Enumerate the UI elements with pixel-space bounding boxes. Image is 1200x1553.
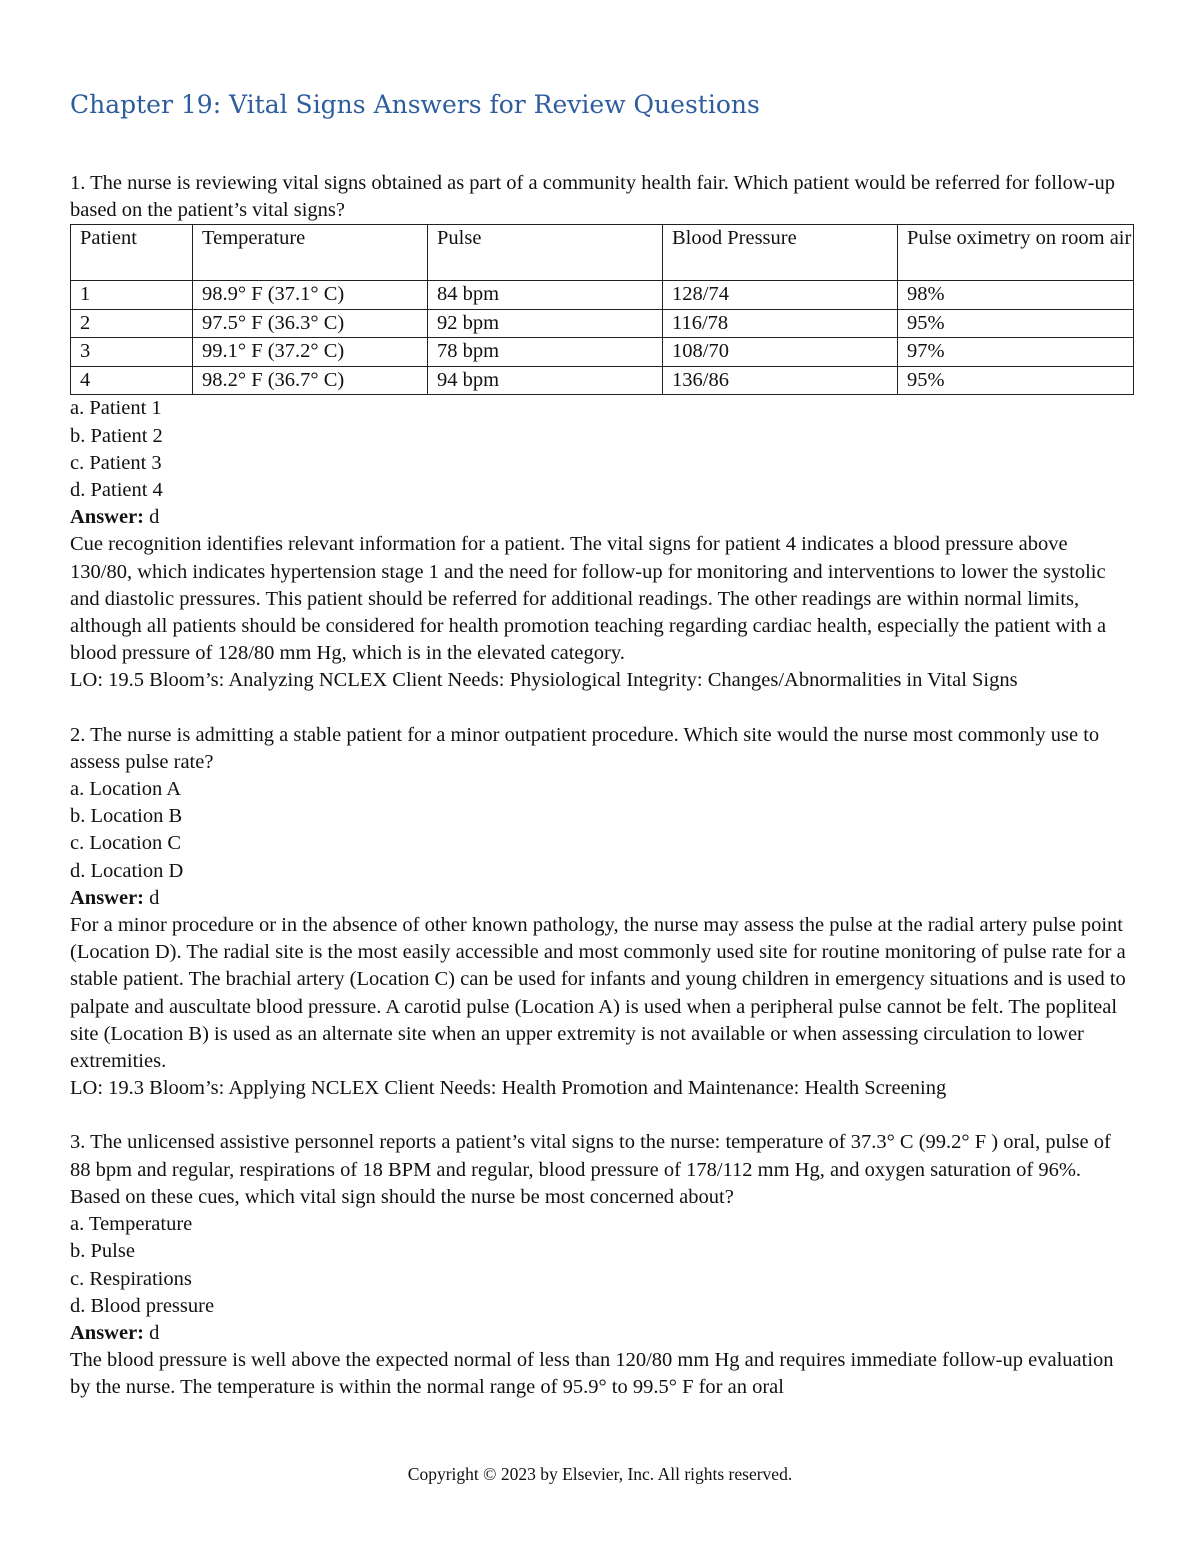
table-cell: 92 bpm — [428, 309, 663, 338]
question-3-stem: 3. The unlicensed assistive personnel reports a patient’s vital signs to the nurse: temperature of 37.3° C (99.2° F ) oral, pulse of 88 bpm and regular, respirations of 18 BPM and regular, blood pressure of 178/112 mm Hg, and oxygen saturation of 96%. Based on these cues, which vital sign should the nurse be most concerned about? — [70, 1131, 1111, 1208]
answer-option: b. Patient 2 — [70, 424, 163, 447]
rationale: For a minor procedure or in the absence of other known pathology, the nurse may assess the pulse at the radial artery pulse point (Location D). The radial site is the most easily accessible and most commonly used site for routine monitoring of pulse rate for a stable patient. The brachial artery (Location C) can be used for infants and young children in emergency situations and is used to palpate and auscultate blood pressure. A carotid pulse (Location A) is used when a peripheral pulse cannot be felt. The popliteal site (Location B) is used as an alternate site when an upper extremity is not available or when assessing circulation to lower extremities. — [70, 914, 1126, 1073]
document-page — [70, 88, 1130, 1429]
table-cell: 99.1° F (37.2° C) — [193, 338, 428, 367]
rationale: Cue recognition identifies relevant information for a patient. The vital signs for patient 4 indicates a blood pressure above 130/80, which indicates hypertension stage 1 and the need for follow-up for monitoring and interventions to lower the systolic and diastolic pressures. This patient should be referred for additional readings. The other readings are within normal limits, although all patients should be considered for health promotion teaching regarding cardiac health, especially the patient with a blood pressure of 128/80 mm Hg, which is in the elevated category. — [70, 533, 1107, 665]
answer-option: d. Location D — [70, 859, 184, 882]
table-cell: 78 bpm — [428, 338, 663, 367]
table-cell: 97% — [898, 338, 1134, 367]
page-title: Chapter 19: Vital Signs Answers for Review Questions — [70, 90, 760, 119]
table-cell: 94 bpm — [428, 366, 663, 395]
answer-option: c. Patient 3 — [70, 451, 162, 474]
answer-value: d — [144, 1321, 160, 1344]
table-header-cell: Pulse — [428, 225, 663, 281]
answer-label: Answer: — [70, 506, 145, 529]
table-cell: 98% — [898, 281, 1134, 310]
table-row — [71, 309, 1134, 338]
table-row — [71, 366, 1134, 395]
table-row — [71, 281, 1134, 310]
table-cell: 116/78 — [663, 309, 898, 338]
answer-option: d. Patient 4 — [70, 479, 163, 502]
table-header-cell: Blood Pressure — [663, 225, 898, 281]
answer-line — [70, 504, 1130, 531]
answer-option: a. Location A — [70, 778, 182, 801]
table-header-cell: Pulse oximetry on room air — [898, 225, 1134, 281]
table-cell: 128/74 — [663, 281, 898, 310]
copyright-footer: Copyright © 2023 by Elsevier, Inc. All rights reserved. — [407, 1464, 793, 1484]
question-2 — [70, 722, 1130, 1103]
table-cell: 3 — [71, 338, 193, 367]
table-cell: 84 bpm — [428, 281, 663, 310]
learning-objective: LO: 19.5 Bloom’s: Analyzing NCLEX Client Needs: Physiological Integrity: Changes/Abnormalities in Vital Signs — [70, 669, 1018, 692]
table-header-row — [71, 225, 1134, 281]
answer-option: b. Location B — [70, 805, 183, 828]
answer-option: d. Blood pressure — [70, 1294, 215, 1317]
answer-line — [70, 885, 1130, 912]
table-cell: 97.5° F (36.3° C) — [193, 309, 428, 338]
rationale: The blood pressure is well above the expected normal of less than 120/80 mm Hg and requires immediate follow-up evaluation by the nurse. The temperature is within the normal range of 95.9° to 99.5° F for an oral — [70, 1349, 1114, 1399]
answer-option: c. Location C — [70, 832, 182, 855]
table-cell: 108/70 — [663, 338, 898, 367]
question-2-stem: 2. The nurse is admitting a stable patient for a minor outpatient procedure. Which site would the nurse most commonly use to assess pulse rate? — [70, 723, 1100, 773]
answer-option: b. Pulse — [70, 1240, 135, 1263]
question-3 — [70, 1129, 1130, 1401]
table-cell: 1 — [71, 281, 193, 310]
answer-value: d — [144, 506, 160, 529]
table-cell: 98.9° F (37.1° C) — [193, 281, 428, 310]
table-header-cell: Temperature — [193, 225, 428, 281]
table-cell: 95% — [898, 366, 1134, 395]
vital-signs-table — [70, 224, 1134, 395]
answer-value: d — [144, 886, 160, 909]
answer-label: Answer: — [70, 1321, 145, 1344]
answer-option: a. Patient 1 — [70, 397, 162, 420]
table-cell: 95% — [898, 309, 1134, 338]
answer-option: a. Temperature — [70, 1213, 193, 1236]
table-cell: 98.2° F (36.7° C) — [193, 366, 428, 395]
answer-option: c. Respirations — [70, 1267, 192, 1290]
learning-objective: LO: 19.3 Bloom’s: Applying NCLEX Client Needs: Health Promotion and Maintenance: Health Screening — [70, 1077, 947, 1100]
answer-line — [70, 1320, 1130, 1347]
question-1-stem: 1. The nurse is reviewing vital signs obtained as part of a community health fair. Which patient would be referred for follow-up based on the patient’s vital signs? — [70, 172, 1116, 222]
table-row — [71, 338, 1134, 367]
question-1 — [70, 170, 1130, 695]
answer-label: Answer: — [70, 886, 145, 909]
table-cell: 2 — [71, 309, 193, 338]
table-cell: 4 — [71, 366, 193, 395]
table-header-cell: Patient — [71, 225, 193, 281]
table-cell: 136/86 — [663, 366, 898, 395]
